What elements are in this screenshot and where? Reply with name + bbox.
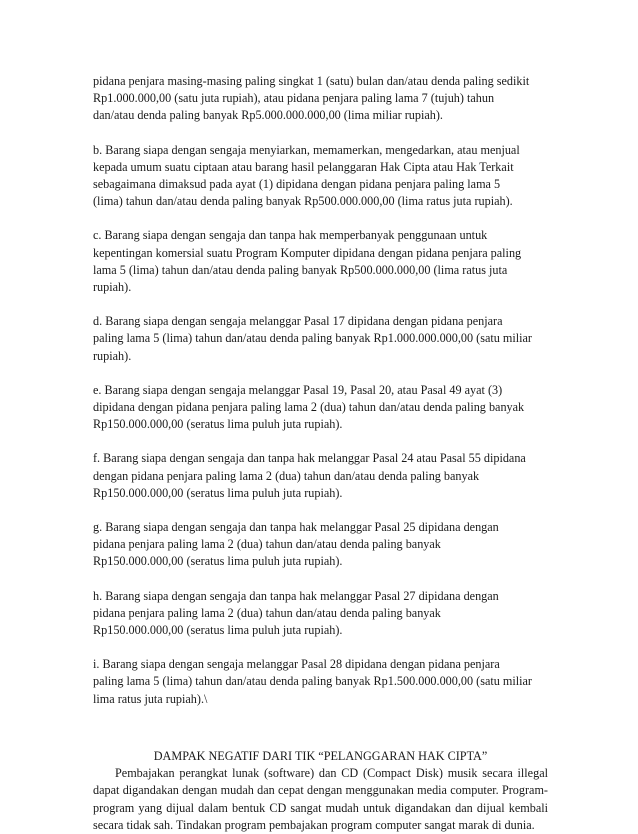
paragraph-item-i: i. Barang siapa dengan sengaja melanggar Pasal 28 dipidana dengan pidana penjara paling lama 5 (lima) tahun dan/atau denda paling banyak Rp1.500.000.000,00 (satu miliar lima ratus juta rupiah).\: [93, 657, 532, 706]
paragraph-item-g: g. Barang siapa dengan sengaja dan tanpa hak melanggar Pasal 25 dipidana dengan pidana penjara paling lama 2 (dua) tahun dan/atau denda paling banyak Rp150.000.000,00 (seratus lima puluh juta rupiah).: [93, 520, 499, 569]
section-spacer: [93, 725, 548, 748]
section-body-paragraph: Pembajakan perangkat lunak (software) dan CD (Compact Disk) musik secara illegal dapat digandakan dengan mudah dan cepat dengan menggunakan media computer. Program-program yang dijual dalam bentuk CD sangat mudah untuk digandakan dan dijual kembali secara tidak sah. Tindakan program pembajakan program computer sangat marak di dunia.: [93, 766, 548, 832]
paragraph-item-h: h. Barang siapa dengan sengaja dan tanpa hak melanggar Pasal 27 dipidana dengan pidana penjara paling lama 2 (dua) tahun dan/atau denda paling banyak Rp150.000.000,00 (seratus lima puluh juta rupiah).: [93, 588, 499, 638]
paragraph-item-c: c. Barang siapa dengan sengaja dan tanpa hak memperbanyak penggunaan untuk kepentingan komersial suatu Program Komputer dipidana dengan pidana penjara paling lama 5 (lima) tahun dan/atau denda paling banyak Rp500.000.000,00 (lima ratus juta rupiah).: [93, 228, 522, 295]
document-body: [93, 73, 548, 834]
paragraph-item-f: f. Barang siapa dengan sengaja dan tanpa hak melanggar Pasal 24 atau Pasal 55 dipidana dengan pidana penjara paling lama 2 (dua) tahun dan/atau denda paling banyak Rp150.000.000,00 (seratus lima puluh juta rupiah).: [93, 451, 526, 500]
paragraph-item-b: b. Barang siapa dengan sengaja menyiarkan, memamerkan, mengedarkan, atau menjual kepada umum suatu ciptaan atau barang hasil pelanggaran Hak Cipta atau Hak Terkait sebagaimana dimaksud pada ayat (1) dipidana dengan pidana penjara paling lama 5 (lima) tahun dan/atau denda paling banyak Rp500.000.000,00 (lima ratus juta rupiah).: [93, 142, 520, 209]
section-heading: DAMPAK NEGATIF DARI TIK “PELANGGARAN HAK CIPTA”: [153, 748, 488, 763]
paragraph-item-d: d. Barang siapa dengan sengaja melanggar Pasal 17 dipidana dengan pidana penjara paling lama 5 (lima) tahun dan/atau denda paling banyak Rp1.000.000.000,00 (satu miliar rupiah).: [93, 314, 532, 363]
paragraph-item-e: e. Barang siapa dengan sengaja melanggar Pasal 19, Pasal 20, atau Pasal 49 ayat (3) dipidana dengan pidana penjara paling lama 2 (dua) tahun dan/atau denda paling banyak Rp150.000.000,00 (seratus lima puluh juta rupiah).: [93, 382, 525, 432]
paragraph-continued-penalty: pidana penjara masing-masing paling singkat 1 (satu) bulan dan/atau denda paling sedikit Rp1.000.000,00 (satu juta rupiah), atau pidana penjara paling lama 7 (tujuh) tahun dan/atau denda paling banyak Rp5.000.000.000,00 (lima miliar rupiah).: [93, 74, 530, 123]
